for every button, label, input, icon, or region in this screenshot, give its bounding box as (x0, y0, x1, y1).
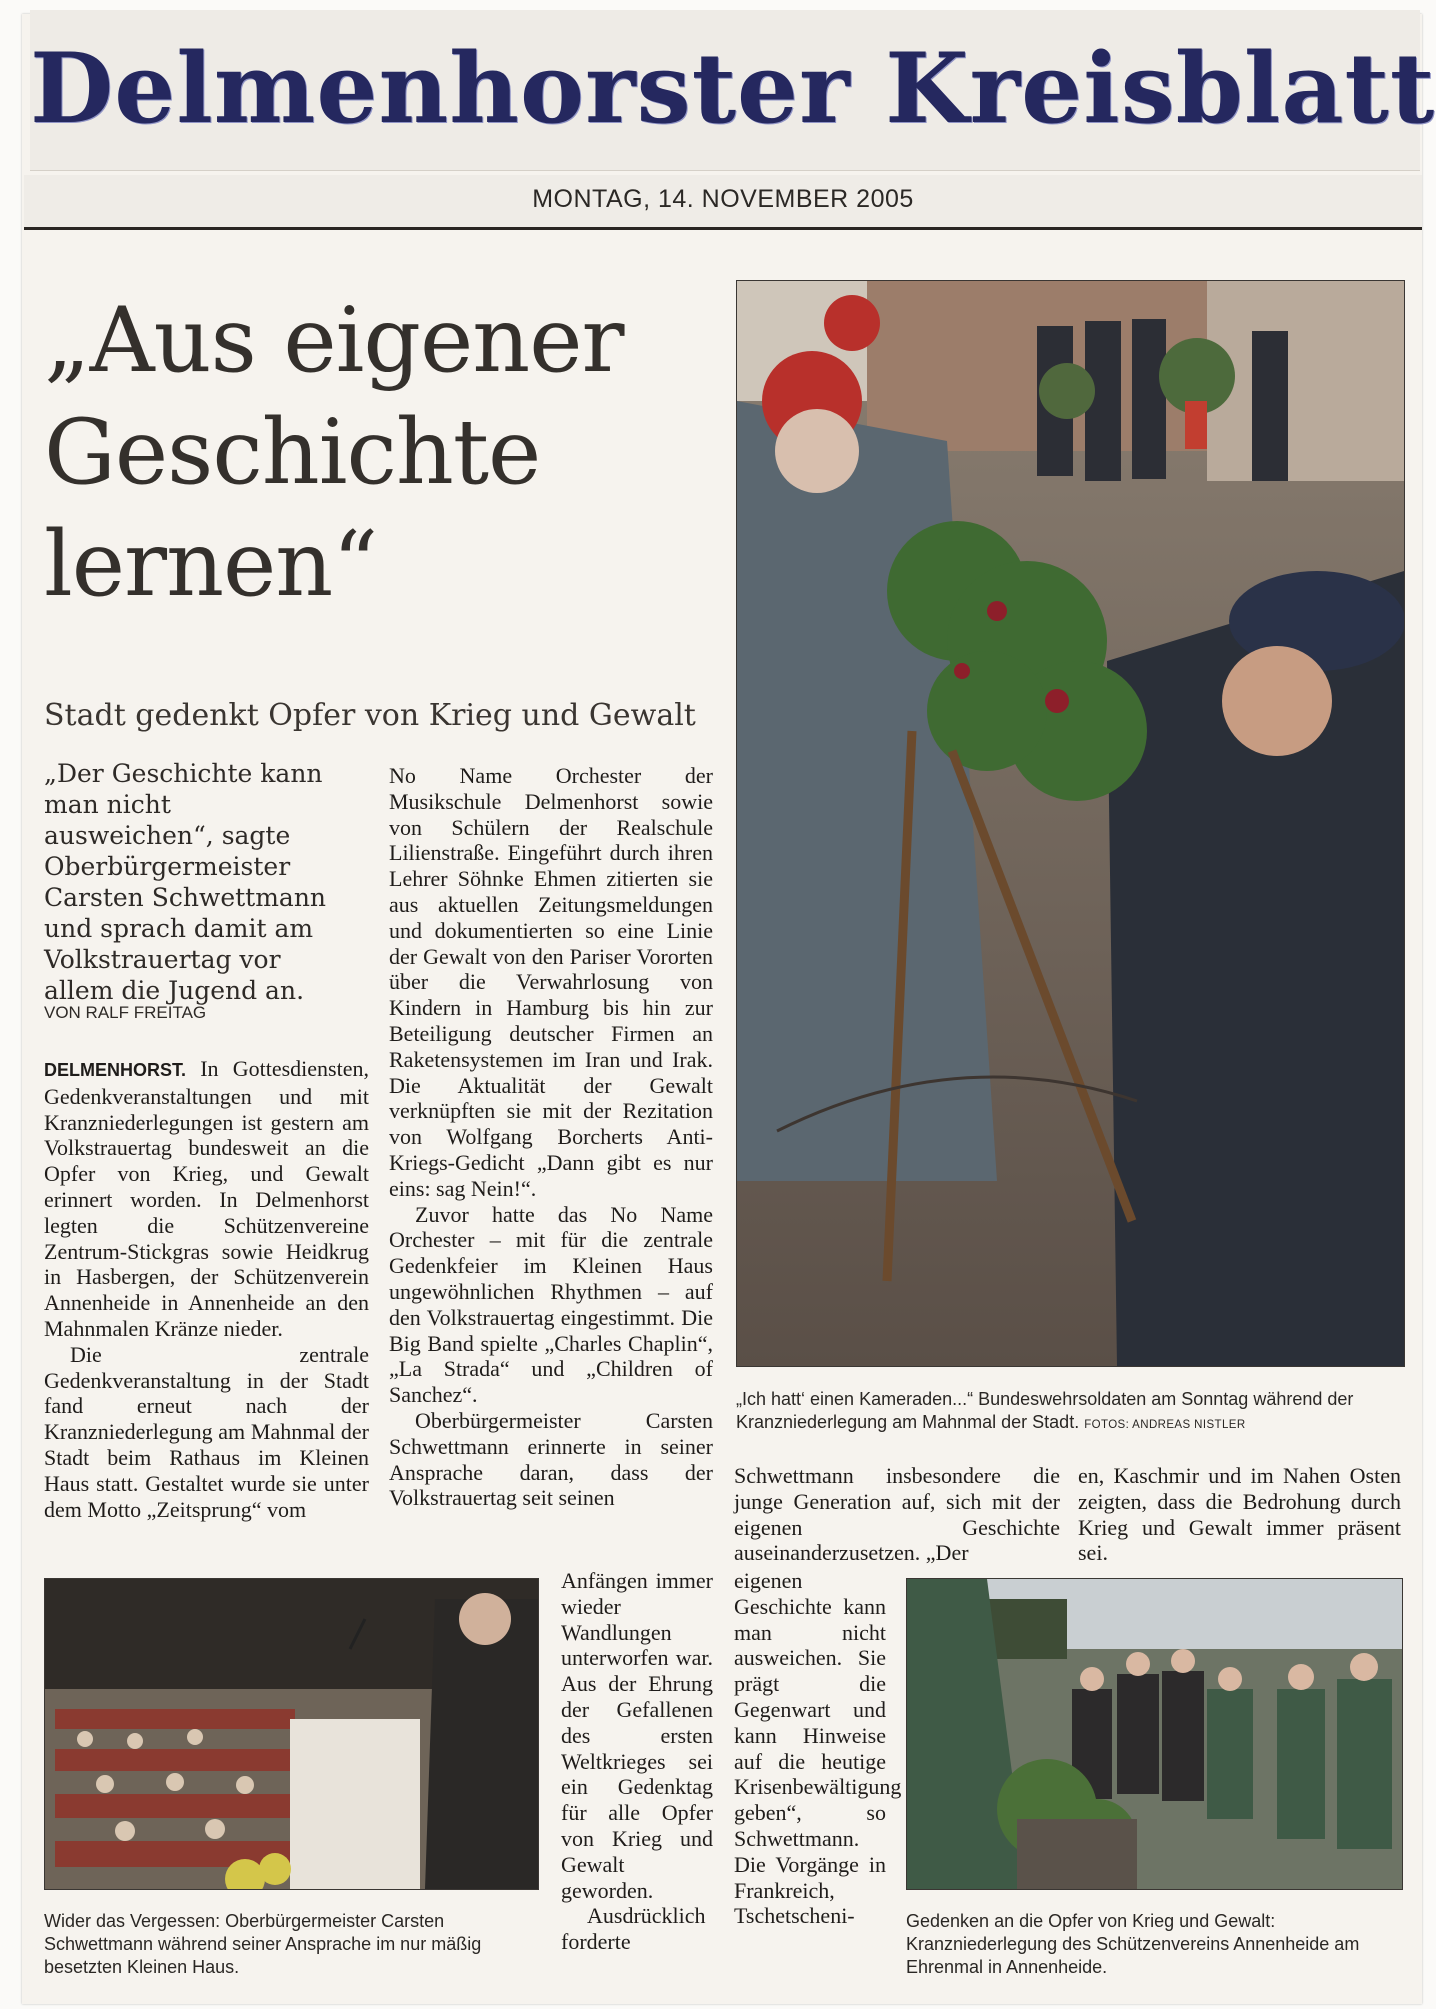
main-photo-caption (736, 1388, 1404, 1437)
headline-line-1: „Aus eigener (44, 288, 624, 393)
subheadline: Stadt gedenkt Opfer von Krieg und Gewalt (44, 698, 696, 733)
issue-date: MONTAG, 14. NOVEMBER 2005 (532, 185, 914, 213)
paragraph: Die zentrale Gedenkveranstaltung in der Stadt fand erneut nach der Kranzniederlegung am Mahnmal der Stadt beim Rathaus im Kleinen Haus statt. Gestaltet wurde sie unter dem Motto „Zeitsprung“ vom (44, 1341, 369, 1522)
wreath-laying-image (737, 281, 1404, 1366)
article-column-2 (389, 763, 713, 1511)
masthead (30, 10, 1436, 171)
paragraph-text: In Gottesdiensten, Gedenkveranstaltungen und mit Kranzniederlegungen ist gestern am Volkstrauertag bundesweit an die Opfer von Krieg, und Gewalt erinnert worden. In Delmenhorst legten die Schützenvereine Zentrum-Stickgras sowie Heidkrug in Hasbergen, der Schützenverein Annenheide in Annenheide an den Mahnmalen Kränze nieder. (44, 1056, 369, 1341)
byline: VON RALF FREITAG (44, 1003, 207, 1022)
left-photo-caption: Wider das Vergessen: Oberbürgermeister Carsten Schwettmann während seiner Ansprache im nur mäßig besetzten Kleinen Haus. (44, 1911, 482, 1977)
date-bar (24, 175, 1422, 230)
article-column-5 (1078, 1463, 1401, 1566)
paragraph: Zuvor hatte das No Name Orchester – mit für die zentrale Gedenkfeier im Kleinen Haus ungewöhnlichen Rhythmen – auf den Volkstrauertag eingestimmt. Die Big Band spielte „Charles Chaplin“, „La Strada“ und „Children of Sanchez“. (389, 1201, 713, 1408)
headline-line-3: lernen“ (44, 512, 378, 617)
main-photo-wreath-laying (736, 280, 1405, 1367)
headline (44, 285, 724, 621)
dateline: DELMENHORST. (44, 1060, 187, 1080)
paragraph: Schwettmann insbesondere die junge Generation auf, sich mit der eigenen Geschichte auseinanderzusetzen. „Der (734, 1463, 1060, 1566)
paragraph: eigenen Geschichte kann man nicht ausweichen. Sie prägt die Gegenwart und kann Hinweise auf die heutige Krisenbewältigung geben“, so Schwettmann. Die Vorgänge in Frankreich, Tschetscheni- (734, 1568, 902, 1929)
paragraph: Anfängen immer wieder Wandlungen unterworfen war. Aus der Ehrung der Gefallenen des ersten Weltkrieges sei ein Gedenktag für alle Opfer von Krieg und Gewalt geworden. (561, 1568, 713, 1903)
right-photo-caption: Gedenken an die Opfer von Krieg und Gewalt: Kranzniederlegung des Schützenvereins Annenheide am Ehrenmal in Annenheide. (906, 1911, 1360, 1977)
article-column-4-top (734, 1463, 1060, 1566)
speech-hall-image (45, 1579, 538, 1889)
annenheide-memorial-image (907, 1579, 1402, 1889)
paragraph: Ausdrücklich forderte (561, 1903, 706, 1955)
paragraph: No Name Orchester der Musikschule Delmenhorst sowie von Schülern der Realschule Lilienstraße. Eingeführt durch ihren Lehrer Söhnke Ehmen zitierten sie aus aktuellen Zeitungsmeldungen und dokumentierten so eine Linie der Gewalt von den Pariser Vororten über die Verwahrlosung von Kindern in Hamburg bis hin zur Beteiligung deutscher Firmen an Raketensystemen im Iran und Irak. Die Aktualität der Gewalt verknüpften sie mit der Rezitation von Wolfgang Borcherts Anti-Kriegs-Gedicht „Dann gibt es nur eins: sag Nein!“. (389, 763, 713, 1201)
article-column-1 (44, 1056, 369, 1522)
photo-speech-kleines-haus (44, 1578, 539, 1890)
article-lead: „Der Geschichte kann man nicht ausweichen“, sagte Oberbürgermeister Carsten Schwettmann und sprach damit am Volkstrauertag vor allem die Jugend an. (44, 759, 327, 1005)
newspaper-title: Delmenhorster Kreisblatt (30, 32, 1436, 145)
photo-credit: FOTOS: ANDREAS NISTLER (1084, 1419, 1246, 1431)
paragraph (44, 1056, 369, 1342)
paragraph: Oberbürgermeister Carsten Schwettmann erinnerte in seiner Ansprache daran, dass der Volkstrauertag seit seinen (389, 1407, 713, 1511)
article-column-4-bottom (734, 1568, 902, 1929)
headline-line-2: Geschichte (44, 400, 541, 505)
article-column-3 (561, 1568, 713, 1955)
paragraph: en, Kaschmir und im Nahen Osten zeigten, dass die Bedrohung durch Krieg und Gewalt immer präsent sei. (1078, 1463, 1401, 1566)
caption-text: „Ich hatt‘ einen Kameraden...“ Bundeswehrsoldaten am Sonntag während der Kranzniederlegung am Mahnmal der Stadt. (736, 1389, 1354, 1432)
photo-annenheide-memorial (906, 1578, 1403, 1890)
